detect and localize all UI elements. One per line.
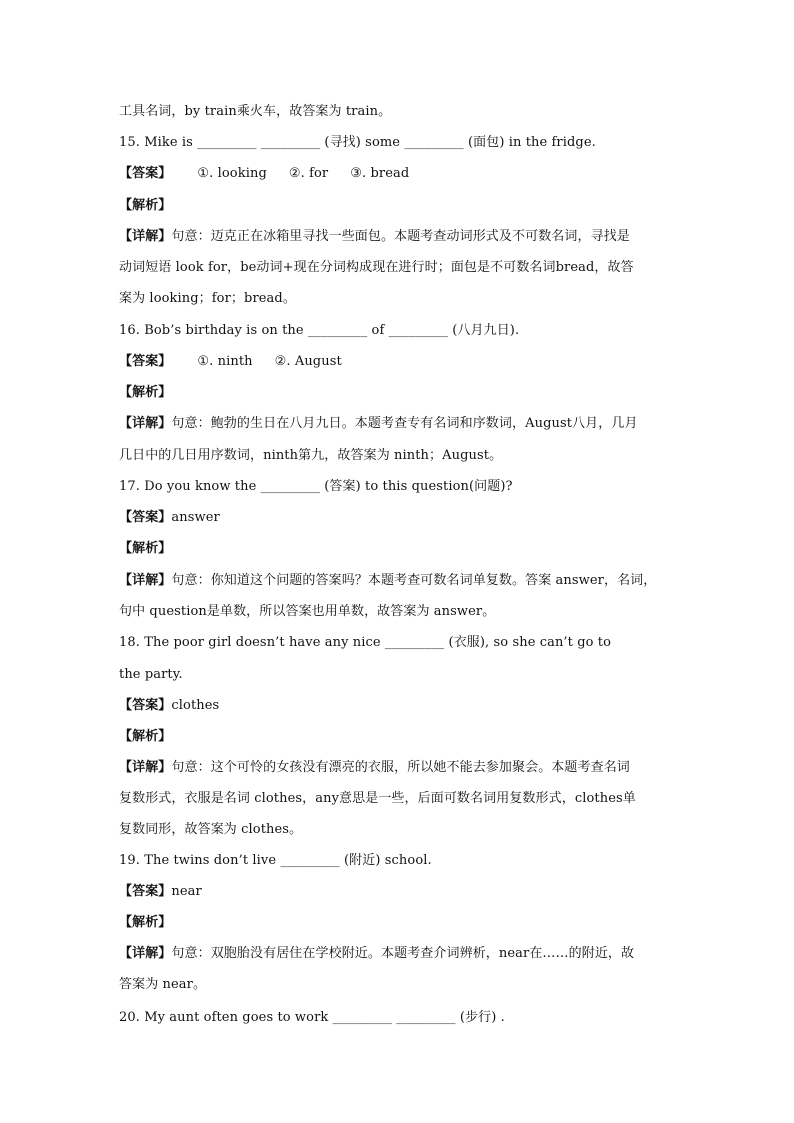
q18-answer-line	[119, 696, 219, 716]
q17-answer-line	[119, 508, 220, 528]
q15-answer-2: ②. for	[288, 166, 329, 181]
q19-answer: near	[171, 884, 202, 899]
q15-answer-3: ③. bread	[350, 166, 410, 181]
detail-label: 【详解】	[119, 573, 172, 588]
q18-detail-line-3: 复数同形，故答案为 clothes。	[119, 822, 303, 837]
q18-question-line-1: 18. The poor girl doesn’t have any nice _________ (衣服), so she can’t go to	[119, 635, 612, 650]
answer-label: 【答案】	[119, 166, 172, 181]
q20-question: 20. My aunt often goes to work _________ _________ (步行) .	[119, 1010, 505, 1025]
answer-label: 【答案】	[119, 884, 172, 899]
q16-answer-2: ②. August	[274, 354, 342, 369]
q17-analysis-label: 【解析】	[119, 541, 172, 556]
detail-label: 【详解】	[119, 760, 172, 775]
answer-label: 【答案】	[119, 698, 172, 713]
q18-question-line-2: the party.	[119, 667, 183, 682]
q16-analysis-label: 【解析】	[119, 385, 172, 400]
q19-answer-line	[119, 882, 202, 902]
q15-answer-1: ①. looking	[197, 166, 267, 181]
q17-question: 17. Do you know the _________ (答案) to this question(问题)?	[119, 479, 513, 494]
q18-detail-line-2: 复数形式，衣服是名词 clothes，any意思是一些，后面可数名词用复数形式，clothes单	[119, 791, 636, 806]
detail-label: 【详解】	[119, 946, 172, 961]
q19-analysis-label: 【解析】	[119, 915, 172, 930]
q15-detail-line-3: 案为 looking；for；bread。	[119, 291, 296, 306]
q19-question: 19. The twins don’t live _________ (附近) school.	[119, 853, 432, 868]
q15-question: 15. Mike is _________ _________ (寻找) some _________ (面包) in the fridge.	[119, 135, 596, 150]
q16-detail-line-1: 【详解】句意：鲍勃的生日在八月九日。本题考查专有名词和序数词，August八月，几月	[119, 416, 638, 431]
q16-answer-1: ①. ninth	[197, 354, 253, 369]
answer-label: 【答案】	[119, 354, 172, 369]
q19-detail-line-1: 【详解】句意：双胞胎没有居住在学校附近。本题考查介词辨析，near在……的附近，故	[119, 946, 635, 961]
q18-analysis-label: 【解析】	[119, 729, 172, 744]
q16-detail-line-2: 几日中的几日用序数词，ninth第九，故答案为 ninth；August。	[119, 448, 503, 463]
q15-analysis-label: 【解析】	[119, 198, 172, 213]
q17-detail-line-1: 【详解】句意：你知道这个问题的答案吗？本题考查可数名词单复数。答案 answer，名词，	[119, 573, 657, 588]
q18-detail-line-1: 【详解】句意：这个可怜的女孩没有漂亮的衣服，所以她不能去参加聚会。本题考查名词	[119, 760, 630, 775]
q18-answer: clothes	[171, 698, 220, 713]
q15-detail-line-1: 【详解】句意：迈克正在冰箱里寻找一些面包。本题考查动词形式及不可数名词，寻找是	[119, 229, 630, 244]
q19-detail-line-2: 答案为 near。	[119, 977, 207, 992]
q14-explanation-tail: 工具名词，by train乘火车，故答案为 train。	[119, 104, 392, 119]
q16-question: 16. Bob’s birthday is on the _________ of _________ (八月九日).	[119, 323, 520, 338]
q15-answer-line	[119, 164, 409, 184]
q17-detail-line-2: 句中 question是单数，所以答案也用单数，故答案为 answer。	[119, 604, 496, 619]
q17-answer: answer	[171, 510, 220, 525]
answer-label: 【答案】	[119, 510, 172, 525]
q16-answer-line	[119, 352, 342, 372]
detail-label: 【详解】	[119, 229, 172, 244]
detail-label: 【详解】	[119, 416, 172, 431]
q15-detail-line-2: 动词短语 look for，be动词+现在分词构成现在进行时；面包是不可数名词bread，故答	[119, 260, 634, 275]
